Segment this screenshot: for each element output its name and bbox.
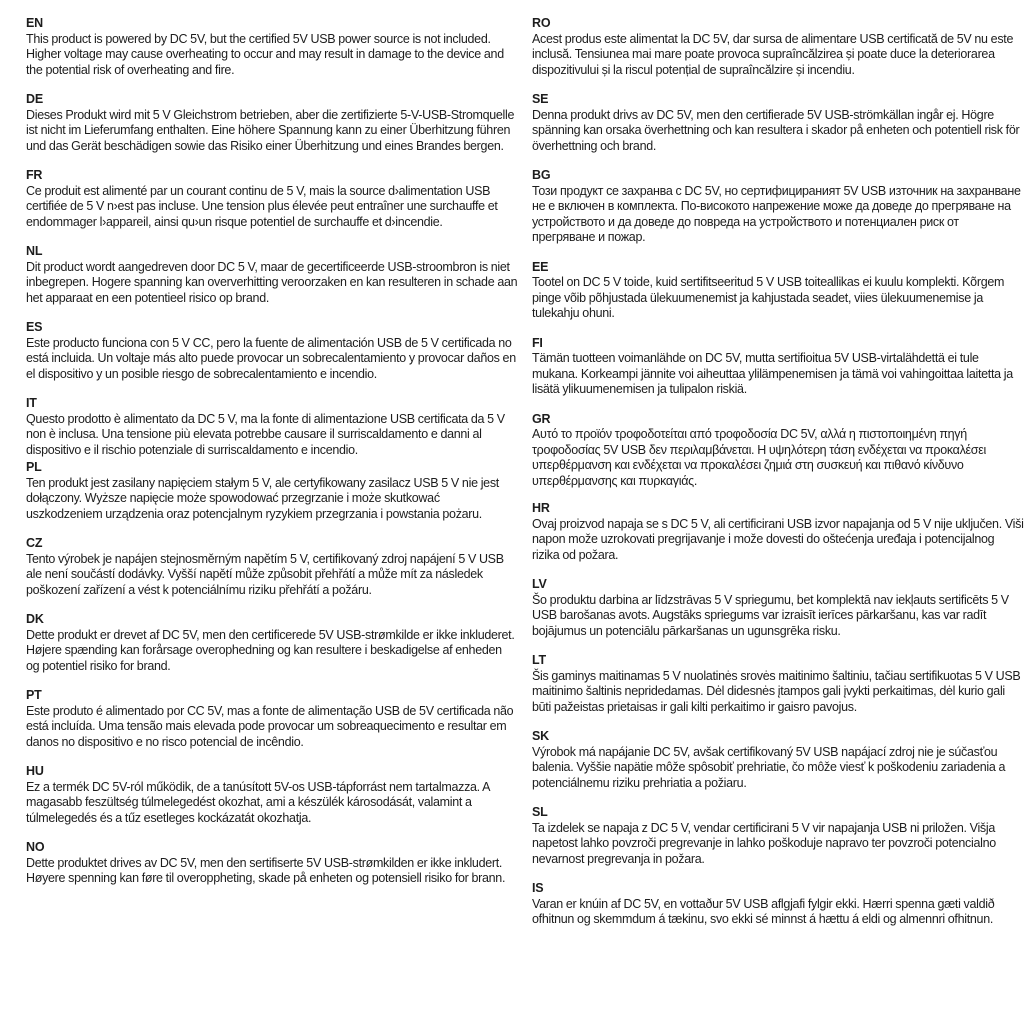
language-code-label: DK	[26, 612, 44, 626]
language-section-sk	[532, 729, 1024, 791]
language-paragraph: Този продукт се захранва с DC 5V, но сертифицираният 5V USB източник на захранване не е включен в комплекта. По-високото напрежение може да доведе до прегряване на устройството и да доведе до повреда на устройството и потенциален риск от прегряване и пожар.	[532, 183, 1021, 244]
language-code-label: FI	[532, 335, 543, 350]
language-section-no	[26, 840, 518, 887]
language-section-gr	[532, 412, 1024, 490]
language-section-it	[26, 396, 518, 458]
language-section-pt	[26, 688, 518, 750]
language-section-ee	[532, 260, 1024, 322]
language-code-label: ES	[26, 320, 43, 334]
language-section-cz	[26, 536, 518, 598]
language-paragraph: Αυτό το προϊόν τροφοδοτείται από τροφοδοσία DC 5V, αλλά η πιστοποιημένη πηγή τροφοδοσίας 5V USB δεν περιλαμβάνεται. Η υψηλότερη τάση ενδέχεται να προκαλέσει υπερθέρμανση και ενδέχεται να προκαλέσει ζημιά στη συσκευή και πιθανό κίνδυνο υπερθέρμανσης και πυρκαγιάς.	[532, 427, 986, 488]
language-paragraph: Šo produktu darbina ar līdzstrāvas 5 V spriegumu, bet komplektā nav iekļauts sertificēts 5 V USB barošanas avots. Augstāks spriegums var izraisīt ierīces pārkaršanu, kas var radīt bojājumus un potenciālu pārkaršanas un ugunsgrēka risku.	[532, 592, 1009, 638]
language-paragraph: Questo prodotto è alimentato da DC 5 V, ma la fonte di alimentazione USB certificata da 5 V non è inclusa. Una tensione più elevata potrebbe causare il surriscaldamento e danni al dispositivo e il rischio potenziale di surriscaldamento e incendio.	[26, 411, 505, 457]
language-section-pl	[26, 460, 518, 522]
language-paragraph: Tämän tuotteen voimanlähde on DC 5V, mutta sertifioitua 5V USB-virtalähdettä ei tule mukana. Korkeampi jännite voi aiheuttaa ylilämpenemisen ja tämä voi vahingoittaa laitetta ja lisätä ylikuumenemisen ja tulipalon riskiä.	[532, 351, 1013, 396]
language-code-label: IS	[532, 881, 544, 895]
language-paragraph: Dette produkt er drevet af DC 5V, men den certificerede 5V USB-strømkilde er ikke inkluderet. Højere spænding kan forårsage overophedning og kan resultere i beskadigelse af enheden og potentiel risiko for brand.	[26, 627, 515, 673]
language-paragraph: This product is powered by DC 5V, but the certified 5V USB power source is not included. Higher voltage may cause overheating to occur and may result in damage to the device and the potential risk of overheating and fire.	[26, 31, 504, 77]
language-section-ro	[532, 16, 1024, 78]
language-paragraph: Tootel on DC 5 V toide, kuid sertifitseeritud 5 V USB toiteallikas ei kuulu komplekti. Kõrgem pinge võib põhjustada ülekuumenemist ja kahjustada seadet, viies ülekuumenemise ja tulekahju ohuni.	[532, 275, 1005, 320]
language-code-label: BG	[532, 168, 551, 182]
language-section-de	[26, 92, 518, 154]
language-paragraph: Varan er knúin af DC 5V, en vottaður 5V USB aflgjafi fylgir ekki. Hærri spenna gæti valdið ofhitnun og skemmdum á tækinu, svo ekki sé minnst á hættu á eldi og almennri ofhitnun.	[532, 896, 995, 926]
language-section-lt	[532, 653, 1024, 715]
language-code-label: SE	[532, 92, 549, 106]
language-paragraph: Denna produkt drivs av DC 5V, men den certifierade 5V USB-strömkällan ingår ej. Högre spänning kan orsaka överhettning och kan resultera i skador på enheten och potentiell risk för överhettning och brand.	[532, 107, 1020, 153]
language-code-label: RO	[532, 16, 551, 30]
language-section-hu	[26, 764, 518, 826]
language-section-se	[532, 92, 1024, 154]
language-code-label: HR	[532, 501, 550, 515]
column-left	[26, 16, 518, 942]
language-section-fi	[532, 336, 1024, 398]
language-code-label: IT	[26, 396, 37, 410]
language-paragraph: Dette produktet drives av DC 5V, men den sertifiserte 5V USB-strømkilden er ikke inkludert. Høyere spenning kan føre til overoppheting, skade på enheten og potensiell risiko for brann.	[26, 855, 506, 885]
language-code-label: EN	[26, 16, 43, 30]
language-code-label: NO	[26, 840, 45, 854]
language-paragraph: Ez a termék DC 5V-ról működik, de a tanúsított 5V-os USB-tápforrást nem tartalmazza. A magasabb feszültség túlmelegedést okozhat, ami a készülék károsodását, valamint a túlmelegedés és a tűz esetleges kockázatát okozhatja.	[26, 779, 490, 825]
language-paragraph: Ovaj proizvod napaja se s DC 5 V, ali certificirani USB izvor napajanja od 5 V nije uključen. Viši napon može uzrokovati pregrijavanje i može dovesti do oštećenja uređaja i potencijalnog rizika od požara.	[532, 516, 1024, 562]
language-section-is	[532, 881, 1024, 928]
language-code-label: HU	[26, 764, 44, 778]
language-paragraph: Dit product wordt aangedreven door DC 5 V, maar de gecertificeerde USB-stroombron is niet inbegrepen. Hogere spanning kan oververhitting veroorzaken en kan resulteren in schade aan het apparaat en een potentieel risico op brand.	[26, 259, 518, 305]
language-code-label: SK	[532, 729, 549, 743]
language-code-label: CZ	[26, 536, 43, 550]
language-section-sl	[532, 805, 1024, 867]
language-section-es	[26, 320, 518, 382]
language-code-label: PL	[26, 460, 42, 474]
language-section-en	[26, 16, 518, 78]
language-paragraph: Acest produs este alimentat la DC 5V, dar sursa de alimentare USB certificată de 5V nu este inclusă. Tensiunea mai mare poate provoca supraîncălzirea și poate duce la deteriorarea dispozitivului și la riscul potențial de supraîncălzire și incendiu.	[532, 31, 1014, 77]
language-code-label: LV	[532, 577, 547, 591]
language-paragraph: Tento výrobek je napájen stejnosměrným napětím 5 V, certifikovaný zdroj napájení 5 V USB ale není součástí dodávky. Vyšší napětí může způsobit přehřátí a může mít za následek poškození zařízení a vést k potenciálnímu riziku přehřátí a požáru.	[26, 551, 504, 597]
language-section-nl	[26, 244, 518, 306]
language-code-label: EE	[532, 259, 549, 274]
language-paragraph: Ten produkt jest zasilany napięciem stałym 5 V, ale certyfikowany zasilacz USB 5 V nie jest dołączony. Wyższe napięcie może spowodować przegrzanie i może skutkować uszkodzeniem urządzenia oraz potencjalnym ryzykiem przegrzania i powstania pożaru.	[26, 475, 499, 521]
language-section-hr	[532, 501, 1024, 563]
language-code-label: FR	[26, 168, 43, 182]
language-paragraph: Ta izdelek se napaja z DC 5 V, vendar certificirani 5 V vir napajanja USB ni priložen. Višja napetost lahko povzroči pregrevanje in lahko poškoduje napravo ter povzroči potencialno nevarnost pregrevanja in požara.	[532, 820, 996, 866]
column-right	[532, 16, 1024, 942]
language-code-label: NL	[26, 244, 43, 258]
language-code-label: SL	[532, 805, 548, 819]
language-paragraph: Výrobok má napájanie DC 5V, avšak certifikovaný 5V USB napájací zdroj nie je súčasťou balenia. Vyššie napätie môže spôsobiť prehriatie, čo môže viesť k poškodeniu zariadenia a potenciálnemu riziku prehriatia a požiaru.	[532, 744, 1006, 790]
language-code-label: LT	[532, 653, 546, 667]
language-paragraph: Este producto funciona con 5 V CC, pero la fuente de alimentación USB de 5 V certificada no está incluida. Un voltaje más alto puede provocar un sobrecalentamiento y provocar daños en el dispositivo y un posible riesgo de sobrecalentamiento e incendio.	[26, 335, 516, 381]
language-paragraph: Este produto é alimentado por CC 5V, mas a fonte de alimentação USB de 5V certificada não está incluída. Uma tensão mais elevada pode provocar um sobreaquecimento e resultar em danos no dispositivo e no risco potencial de incêndio.	[26, 703, 514, 749]
language-paragraph: Dieses Produkt wird mit 5 V Gleichstrom betrieben, aber die zertifizierte 5-V-USB-Stromquelle ist nicht im Lieferumfang enthalten. Eine höhere Spannung kann zu einer Überhitzung führen und das Gerät beschädigen sowie das Risiko einer Überhitzung und eines Brandes bergen.	[26, 107, 515, 153]
language-section-lv	[532, 577, 1024, 639]
language-section-dk	[26, 612, 518, 674]
language-section-fr	[26, 168, 518, 230]
language-paragraph: Šis gaminys maitinamas 5 V nuolatinės srovės maitinimo šaltiniu, tačiau sertifikuotas 5 V USB maitinimo šaltinis nepridedamas. Dėl didesnės įtampos gali įvykti perkaitimas, dėl kurio gali būti pažeistas prietaisas ir gali kilti perkaitimo ir gaisro pavojus.	[532, 668, 1021, 714]
language-code-label: GR	[532, 411, 551, 426]
language-code-label: PT	[26, 688, 42, 702]
language-paragraph: Ce produit est alimenté par un courant continu de 5 V, mais la source d›alimentation USB certifiée de 5 V n›est pas incluse. Une tension plus élevée peut entraîner une surchauffe et endommager l›appareil, ainsi qu›un risque potentiel de surchauffe et d›incendie.	[26, 183, 498, 229]
language-section-bg	[532, 168, 1024, 246]
language-code-label: DE	[26, 92, 43, 106]
